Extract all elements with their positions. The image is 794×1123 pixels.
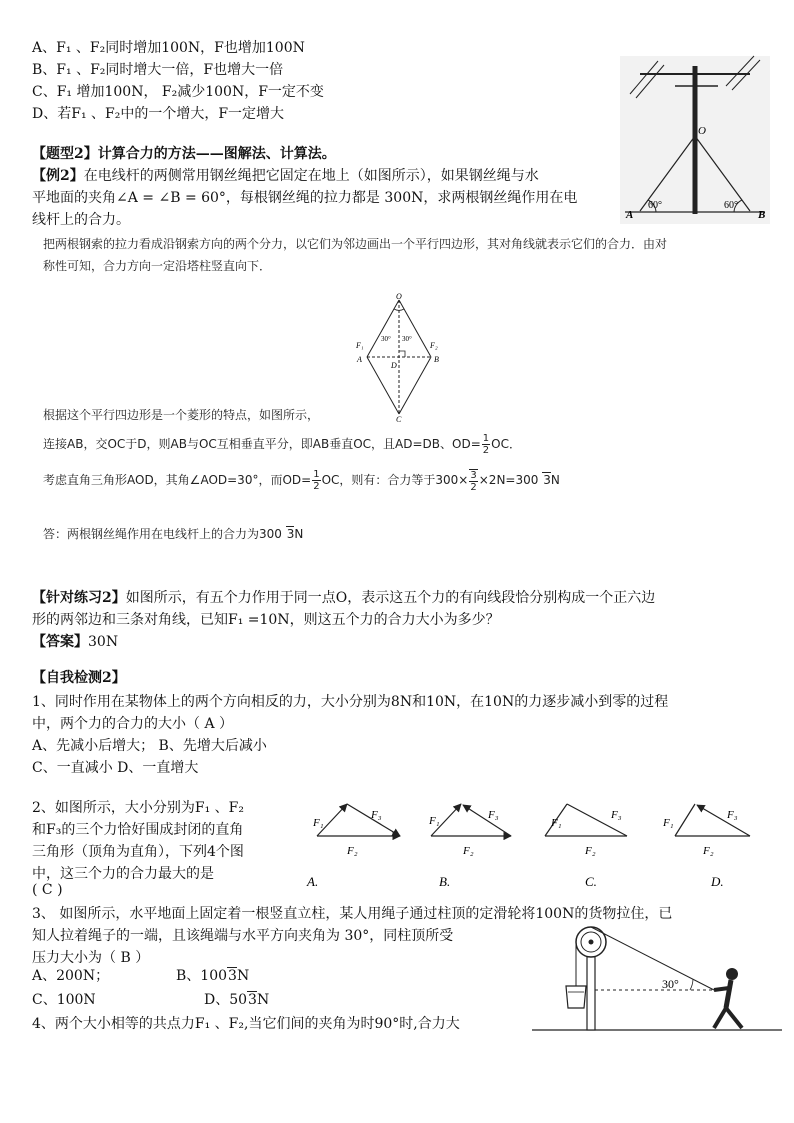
p4-fraction	[312, 469, 320, 492]
selfcheck-q1-line2: 中，两个力的合力的大小（ A ）	[32, 716, 234, 732]
pulley-figure	[532, 920, 782, 1038]
type2-bracket: 【题型2】	[32, 146, 98, 162]
tri-b-f3: F₃	[488, 809, 499, 821]
p3-frac-den: 2	[482, 445, 490, 456]
practice2-text1: 如图所示，有五个力作用于同一点O，表示这五个力的有向线段恰分别构成一个正六边	[125, 590, 656, 606]
triangles-figure	[305, 792, 765, 892]
selfcheck-q3-opt-d	[204, 990, 269, 1010]
p4-unit: N	[550, 473, 560, 487]
p4-frac-num: 1	[313, 469, 320, 480]
rhombus-a: A	[357, 355, 362, 364]
example2-bracket: 【例2】	[32, 168, 84, 184]
rhombus-f2: F₂	[430, 341, 438, 350]
selfcheck-q1-line1: 1、同时作用在某物体上的两个方向相反的力，大小分别为8N和10N，在10N的力逐步减小到零的过程	[32, 694, 669, 710]
tri-c-f2: F₂	[585, 845, 596, 857]
option-c: C、F₁ 增加100N， F₂减少100N，F一定不变	[32, 84, 324, 100]
p3-post: OC．	[491, 437, 521, 451]
q3-opt-b-pre: B、100	[176, 968, 228, 984]
triangle-c	[545, 804, 627, 889]
selfcheck-q1-opt1: A、先减小后增大； B、先增大后减小	[32, 738, 267, 754]
selfcheck-q2-line4: 中，这三个力的合力最大的是	[32, 866, 214, 882]
example2-text1: 在电线杆的两侧常用钢丝绳把它固定在地上（如图所示），如果钢丝绳与水	[83, 168, 539, 184]
p4-pre: 考虑直角三角形AOD，其角∠AOD=30°，而OD=	[43, 473, 312, 487]
selfcheck-q3-opt-a: A、200N；	[32, 968, 110, 984]
solution-p2: 根据这个平行四边形是一个菱形的特点，如图所示，	[43, 408, 320, 422]
practice2-answer	[32, 632, 118, 652]
pole-label-a: A	[626, 209, 634, 221]
practice2-line2: 形的两邻边和三条对角线，已知F₁ =10N，则这五个力的合力大小为多少？	[32, 612, 500, 628]
selfcheck-q2-line5: ( C )	[32, 882, 63, 898]
q3-opt-d-sqrt: 3	[248, 992, 257, 1008]
p4-mid2: ×2N=300	[478, 473, 539, 487]
pole-angle-a: 60°	[648, 200, 662, 211]
triangle-d	[662, 804, 750, 889]
q3-opt-d-pre: D、50	[204, 992, 248, 1008]
practice2-answer-bracket: 【答案】	[32, 634, 88, 650]
tri-c-label: C.	[585, 874, 597, 889]
practice2-line1	[32, 588, 655, 608]
type2-heading	[32, 144, 336, 164]
tri-b-f2: F₂	[463, 845, 474, 857]
rhombus-d: D	[391, 361, 397, 370]
solution-p1-line2: 称性可知，合力方向一定沿塔柱竖直向下．	[43, 259, 272, 273]
q3-opt-d-unit: N	[256, 992, 270, 1008]
answer-pre: 答：两根钢丝绳作用在电线杆上的合力为300	[43, 527, 282, 541]
selfcheck-q3-line3: 压力大小为（ B ）	[32, 950, 150, 966]
pole-figure	[620, 56, 770, 224]
p4-frac2-den: 2	[470, 481, 477, 493]
selfcheck-q2-line2: 和F₃的三个力恰好围成封闭的直角	[32, 822, 244, 838]
selfcheck-q1-opt2: C、一直减小 D、一直增大	[32, 760, 199, 776]
solution-p3	[43, 432, 521, 456]
q3-opt-b-sqrt: 3	[228, 968, 237, 984]
selfcheck-q3-opt-c: C、100N	[32, 992, 96, 1008]
selfcheck-q2-line1: 2、如图所示，大小分别为F₁ 、F₂	[32, 800, 245, 816]
pole-label-o: O	[698, 125, 706, 137]
option-a: A、F₁ 、F₂同时增加100N，F也增加100N	[32, 40, 305, 56]
practice2-answer-value: 30N	[88, 634, 119, 650]
tri-d-f3: F₃	[727, 809, 738, 821]
rhombus-b: B	[434, 355, 439, 364]
selfcheck-q2-line3: 三角形（顶角为直角），下列4个图	[32, 844, 244, 860]
p4-sqrt: 3	[543, 473, 551, 487]
rhombus-figure	[350, 292, 460, 422]
example2-line2: 平地面的夹角∠A = ∠B = 60°，每根钢丝绳的拉力都是 300N，求两根钢丝绳作用在电	[32, 190, 578, 206]
solution-p1-line1: 把两根钢索的拉力看成沿钢索方向的两个分力，以它们为邻边画出一个平行四边形，其对角线就表示它们的合力．由对	[43, 237, 668, 251]
practice2-bracket: 【针对练习2】	[32, 590, 126, 606]
p4-fraction2	[469, 469, 477, 493]
pulley-angle: 30°	[662, 977, 679, 991]
selfcheck-q4-line1: 4、两个大小相等的共点力F₁ 、F₂,当它们间的夹角为时90°时,合力大	[32, 1016, 460, 1032]
selfcheck-q3-opt-b	[176, 966, 249, 986]
solution-p4	[43, 468, 560, 493]
pole-angle-b: 60°	[724, 200, 738, 211]
rhombus-angle1: 30°	[381, 335, 391, 343]
type2-text: 计算合力的方法——图解法、计算法。	[97, 146, 336, 162]
tri-a-f2: F₂	[347, 845, 358, 857]
tri-d-f2: F₂	[703, 845, 714, 857]
tri-d-label: D.	[711, 874, 724, 889]
p3-fraction	[482, 433, 490, 456]
tri-a-f3: F₃	[371, 809, 382, 821]
option-d: D、若F₁ 、F₂中的一个增大，F一定增大	[32, 106, 285, 122]
pole-label-b: B	[758, 209, 766, 221]
tri-a-f1: F₁	[313, 817, 324, 829]
p3-frac-num: 1	[482, 433, 490, 444]
rhombus-f1: F₁	[356, 341, 364, 350]
answer-unit: N	[294, 527, 304, 541]
p3-pre: 连接AB，交OC于D，则AB与OC互相垂直平分，即AB垂直OC，且AD=DB、OD=	[43, 437, 481, 451]
q3-opt-b-unit: N	[236, 968, 250, 984]
p4-mid: OC，则有：合力等于300×	[321, 473, 469, 487]
selfcheck-q3-line2: 知人拉着绳子的一端，且该绳端与水平方向夹角为 30°，同柱顶所受	[32, 928, 454, 944]
tri-a-label: A.	[307, 874, 319, 889]
example2-line3: 线杆上的合力。	[32, 212, 130, 228]
selfcheck-heading: 【自我检测2】	[32, 670, 126, 686]
p4-frac-den: 2	[313, 481, 320, 492]
p4-frac2-num: 3	[470, 469, 477, 481]
tri-d-f1: F₁	[663, 817, 674, 829]
example2-line1	[32, 166, 539, 186]
solution-answer	[43, 524, 303, 544]
triangle-b	[428, 804, 511, 889]
rhombus-angle2: 30°	[402, 335, 412, 343]
selfcheck-q3-line1: 3、 如图所示，水平地面上固定着一根竖直立柱，某人用绳子通过柱顶的定滑轮将100N的货物拉住，已	[32, 906, 673, 922]
rhombus-o: O	[396, 292, 402, 301]
tri-b-f1: F₁	[429, 815, 440, 827]
tri-b-label: B.	[439, 874, 451, 889]
tri-c-f3: F₃	[611, 809, 622, 821]
tri-c-f1: F₁	[551, 817, 562, 829]
option-b: B、F₁ 、F₂同时增大一倍，F也增大一倍	[32, 62, 284, 78]
rhombus-c: C	[396, 415, 402, 424]
answer-sqrt: 3	[286, 527, 295, 541]
triangle-a	[306, 804, 400, 889]
